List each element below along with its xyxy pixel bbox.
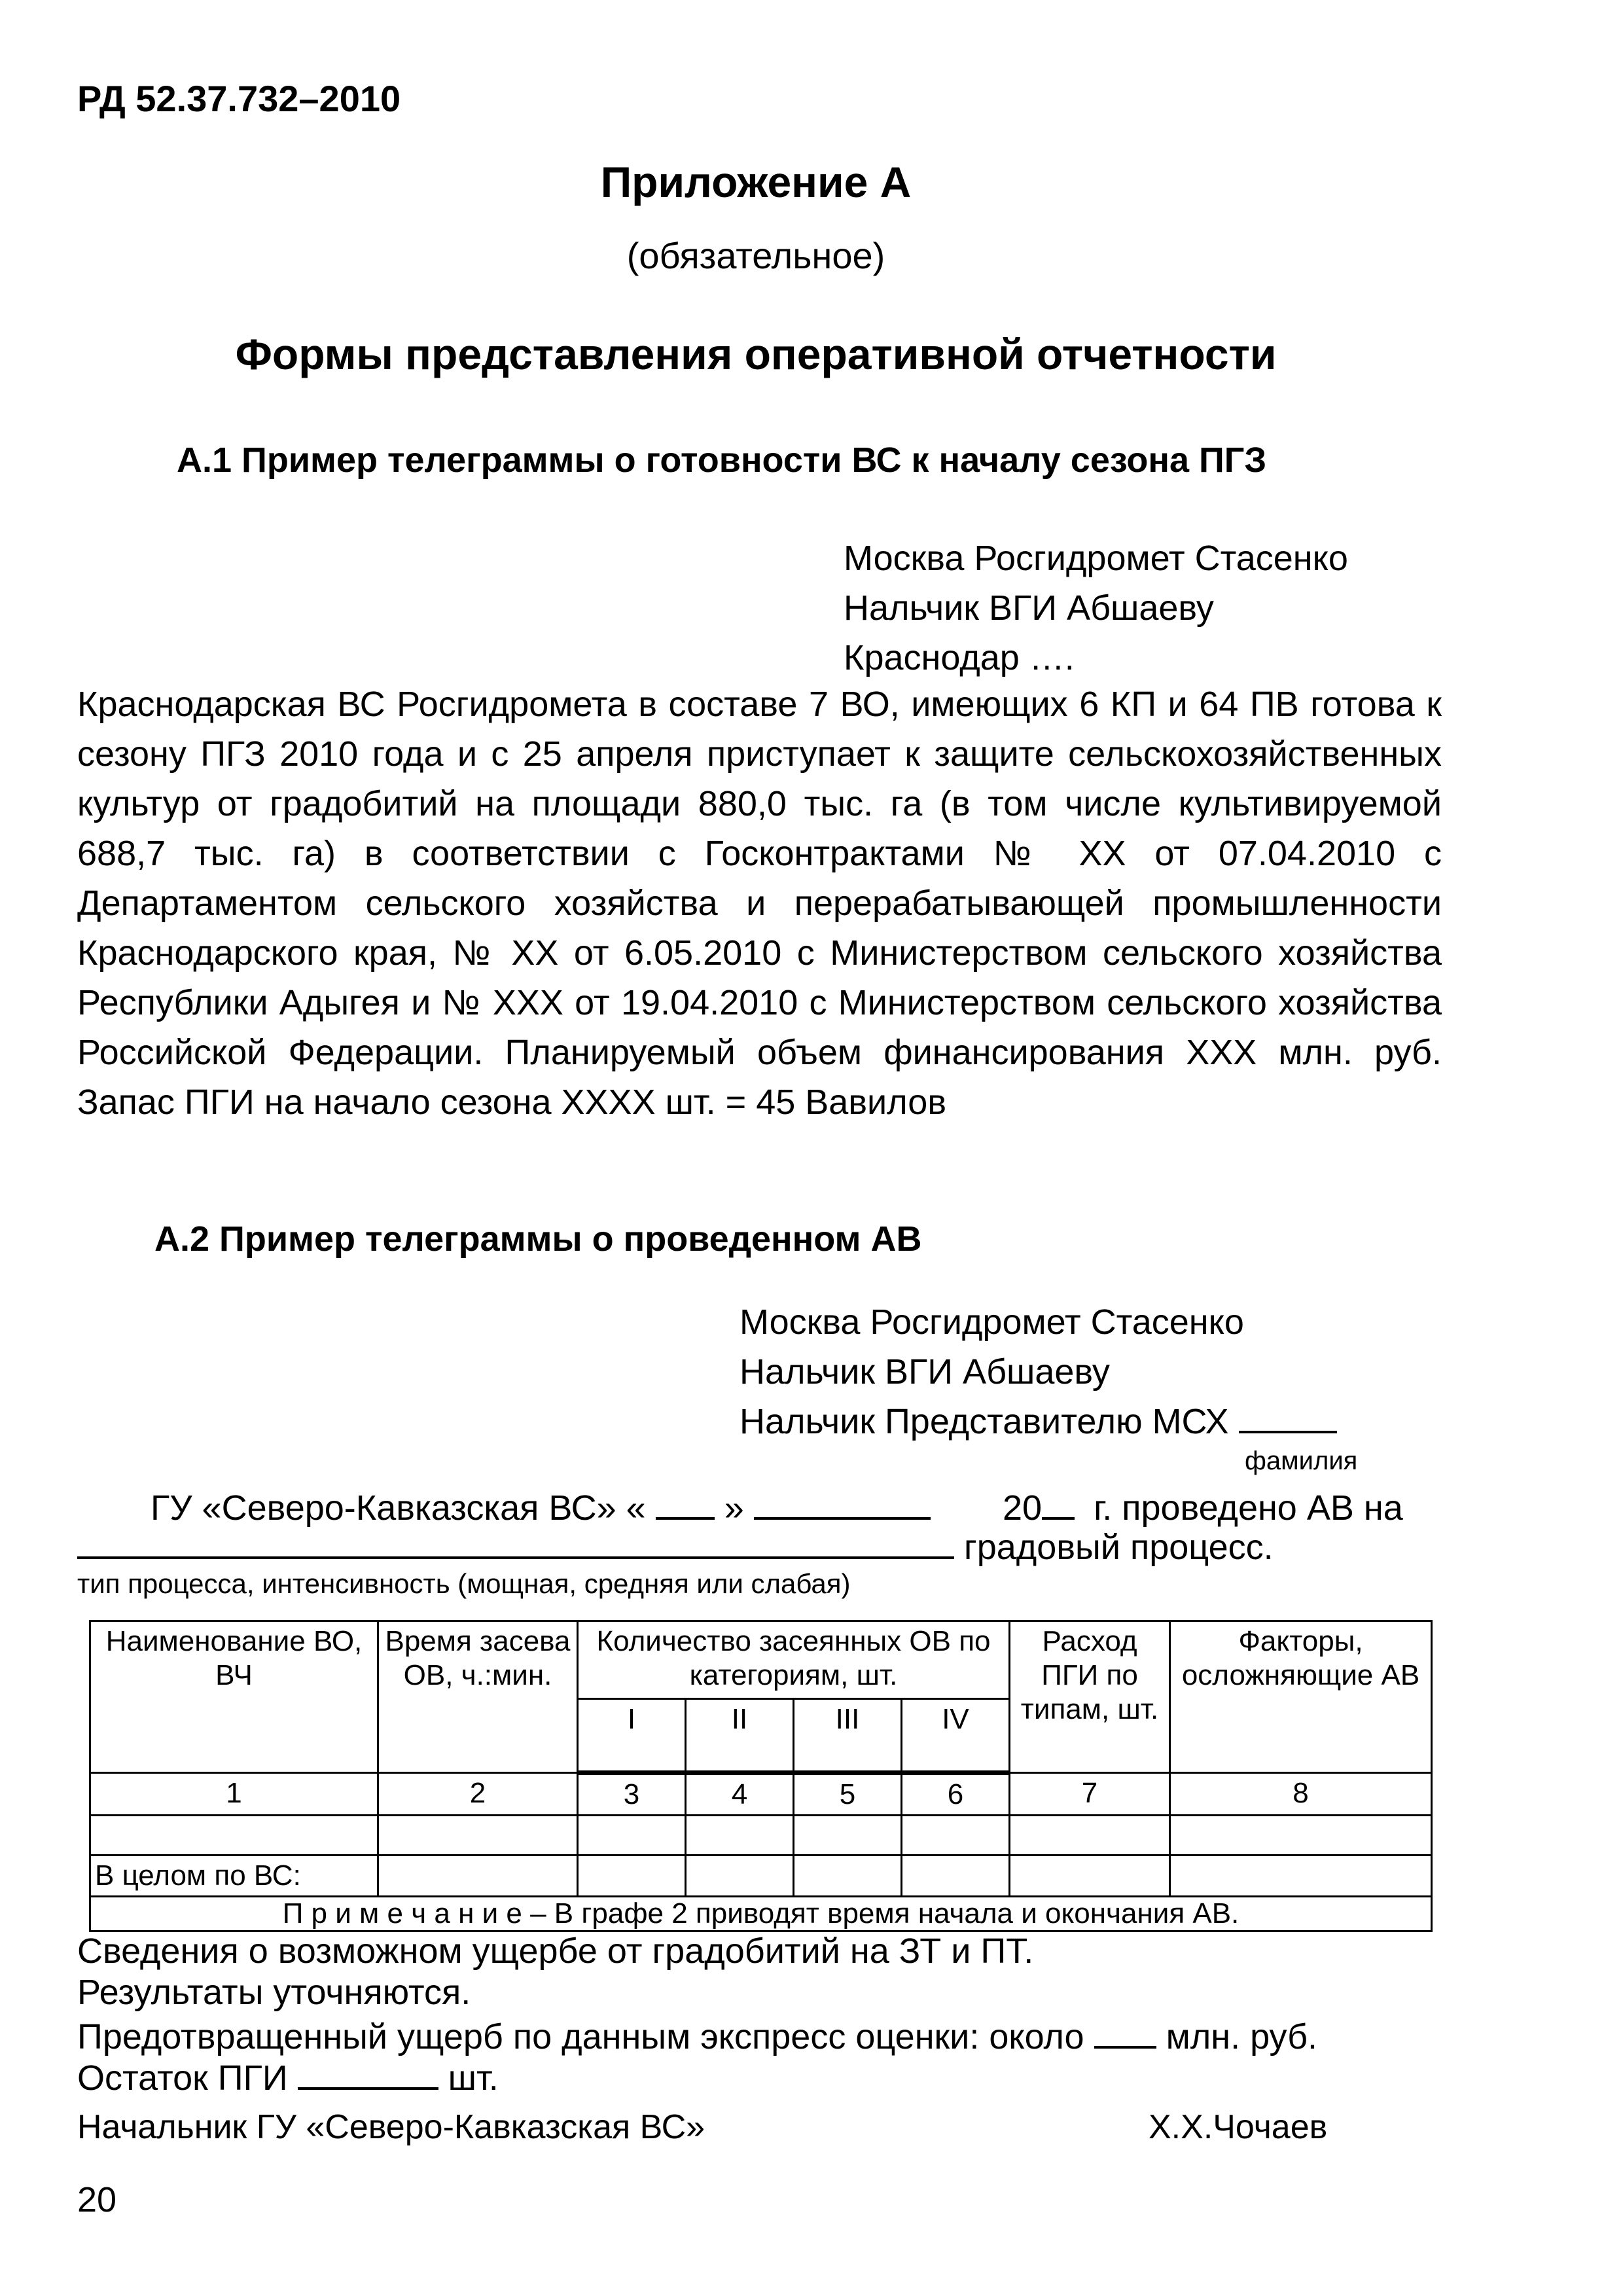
process-line (77, 1524, 1274, 1568)
table-cell (378, 1856, 578, 1897)
header-count: Количество засеянных ОВ по категориям, шт. (578, 1621, 1010, 1699)
header-cat: II (686, 1699, 794, 1773)
year-blank (1042, 1484, 1075, 1520)
table-cell (686, 1856, 794, 1897)
table-cell (378, 1816, 578, 1856)
table-cell (1010, 1816, 1170, 1856)
page-number: 20 (77, 2180, 117, 2219)
remain-line (77, 2054, 499, 2098)
header-time: Время засева ОВ, ч.:мин. (378, 1621, 578, 1773)
table-note-row (90, 1897, 1432, 1931)
prevented-line (77, 2013, 1317, 2057)
prevented-unit: млн. руб. (1166, 2017, 1318, 2056)
table-header-row (90, 1621, 1432, 1699)
table-cell (686, 1816, 794, 1856)
addressee-line (740, 1397, 1337, 1446)
table-cell (578, 1816, 686, 1856)
table-cell (90, 1816, 378, 1856)
table-cell (902, 1816, 1010, 1856)
gu-line-right (1003, 1484, 1403, 1528)
signer-name: Х.Х.Чочаев (1149, 2108, 1328, 2146)
col-number: 5 (794, 1773, 902, 1816)
table-cell (1010, 1856, 1170, 1897)
col-number: 3 (578, 1773, 686, 1816)
header-cat: I (578, 1699, 686, 1773)
col-number: 2 (378, 1773, 578, 1816)
section1-addressees (844, 533, 1348, 683)
gu-text: ГУ «Северо-Кавказская ВС» « (151, 1488, 646, 1528)
prevented-text: Предотвращенный ущерб по данным экспресс оценки: около (77, 2017, 1084, 2056)
addressee-line: Краснодар …. (844, 638, 1075, 677)
table-total-row (90, 1856, 1432, 1897)
header-cat: IV (902, 1699, 1010, 1773)
total-label: В целом по ВС: (90, 1856, 378, 1897)
addressee-line: Нальчик ВГИ Абшаеву (740, 1352, 1110, 1391)
day-blank (656, 1484, 715, 1520)
surname-caption: фамилия (1245, 1446, 1358, 1475)
gu-line (151, 1484, 931, 1528)
header-name: Наименование ВО, ВЧ (90, 1621, 378, 1773)
prevented-blank (1094, 2013, 1156, 2049)
table-cell (1170, 1856, 1432, 1897)
table-cell (578, 1856, 686, 1897)
section1-title: А.1 Пример телеграммы о готовности ВС к началу сезона ПГЗ (177, 440, 1267, 480)
gu-text-end: г. проведено АВ на (1094, 1488, 1403, 1528)
gu-quote: » (724, 1488, 744, 1528)
header-factors: Факторы, осложняющие АВ (1170, 1621, 1432, 1773)
addressee-line: Москва Росгидромет Стасенко (740, 1302, 1244, 1342)
damage-line: Сведения о возможном ущербе от градобитий на ЗТ и ПТ. (77, 1931, 1034, 1971)
remain-text: Остаток ПГИ (77, 2058, 288, 2098)
col-number: 6 (902, 1773, 1010, 1816)
col-number: 7 (1010, 1773, 1170, 1816)
surname-blank (1239, 1398, 1337, 1433)
remain-unit: шт. (448, 2058, 499, 2098)
col-number: 8 (1170, 1773, 1432, 1816)
header-cat: III (794, 1699, 902, 1773)
addressee-text: Нальчик Представителю МСХ (740, 1402, 1229, 1441)
header-consumption: Расход ПГИ по типам, шт. (1010, 1621, 1170, 1773)
appendix-title: Приложение А (600, 158, 912, 206)
addressee-line: Москва Росгидромет Стасенко (844, 539, 1348, 578)
table-cell (794, 1816, 902, 1856)
process-text: градовый процесс. (964, 1528, 1274, 1567)
process-caption: тип процесса, интенсивность (мощная, средняя или слабая) (77, 1568, 851, 1599)
table-cell (902, 1856, 1010, 1897)
section2-addressees (740, 1297, 1337, 1446)
table-number-row (90, 1773, 1432, 1816)
year-prefix: 20 (1003, 1488, 1043, 1528)
process-blank (77, 1524, 954, 1559)
signer-title: Начальник ГУ «Северо-Кавказская ВС» (77, 2108, 705, 2146)
document-code: РД 52.37.732–2010 (77, 78, 401, 119)
col-number: 4 (686, 1773, 794, 1816)
table-note: П р и м е ч а н и е – В графе 2 приводят время начала и окончания АВ. (90, 1897, 1432, 1931)
forms-title: Формы представления оперативной отчетности (235, 330, 1277, 378)
results-line: Результаты уточняются. (77, 1973, 471, 2012)
remain-blank (298, 2054, 438, 2090)
table-row (90, 1816, 1432, 1856)
table-cell (794, 1856, 902, 1897)
section2-title: А.2 Пример телеграммы о проведенном АВ (154, 1219, 922, 1259)
col-number: 1 (90, 1773, 378, 1816)
appendix-type: (обязательное) (626, 235, 885, 276)
section1-body: Краснодарская ВС Росгидромета в составе 7 ВО, имеющих 6 КП и 64 ПВ готова к сезону ПГЗ 2010 года и с 25 апреля приступает к защите сельскохозяйственных культур от градобитий на площади 880,0 тыс. га (в том числе культивируемой 688,7 тыс. га) в соответствии с Госконтрактами № XX от 07.04.2010 с Департаментом сельского хозяйства и перерабатывающей промышленности Краснодарского края, № XX от 6.05.2010 с Министерством сельского хозяйства Республики Адыгея и № XXX от 19.04.2010 с Министерством сельского хозяйства Российской Федерации. Планируемый объем финансирования XXX млн. руб. Запас ПГИ на начало сезона XXXX шт. = 45 Вавилов (77, 685, 1442, 1122)
av-table (89, 1620, 1433, 1932)
addressee-line: Нальчик ВГИ Абшаеву (844, 588, 1214, 628)
month-blank (754, 1484, 931, 1520)
table-cell (1170, 1816, 1432, 1856)
